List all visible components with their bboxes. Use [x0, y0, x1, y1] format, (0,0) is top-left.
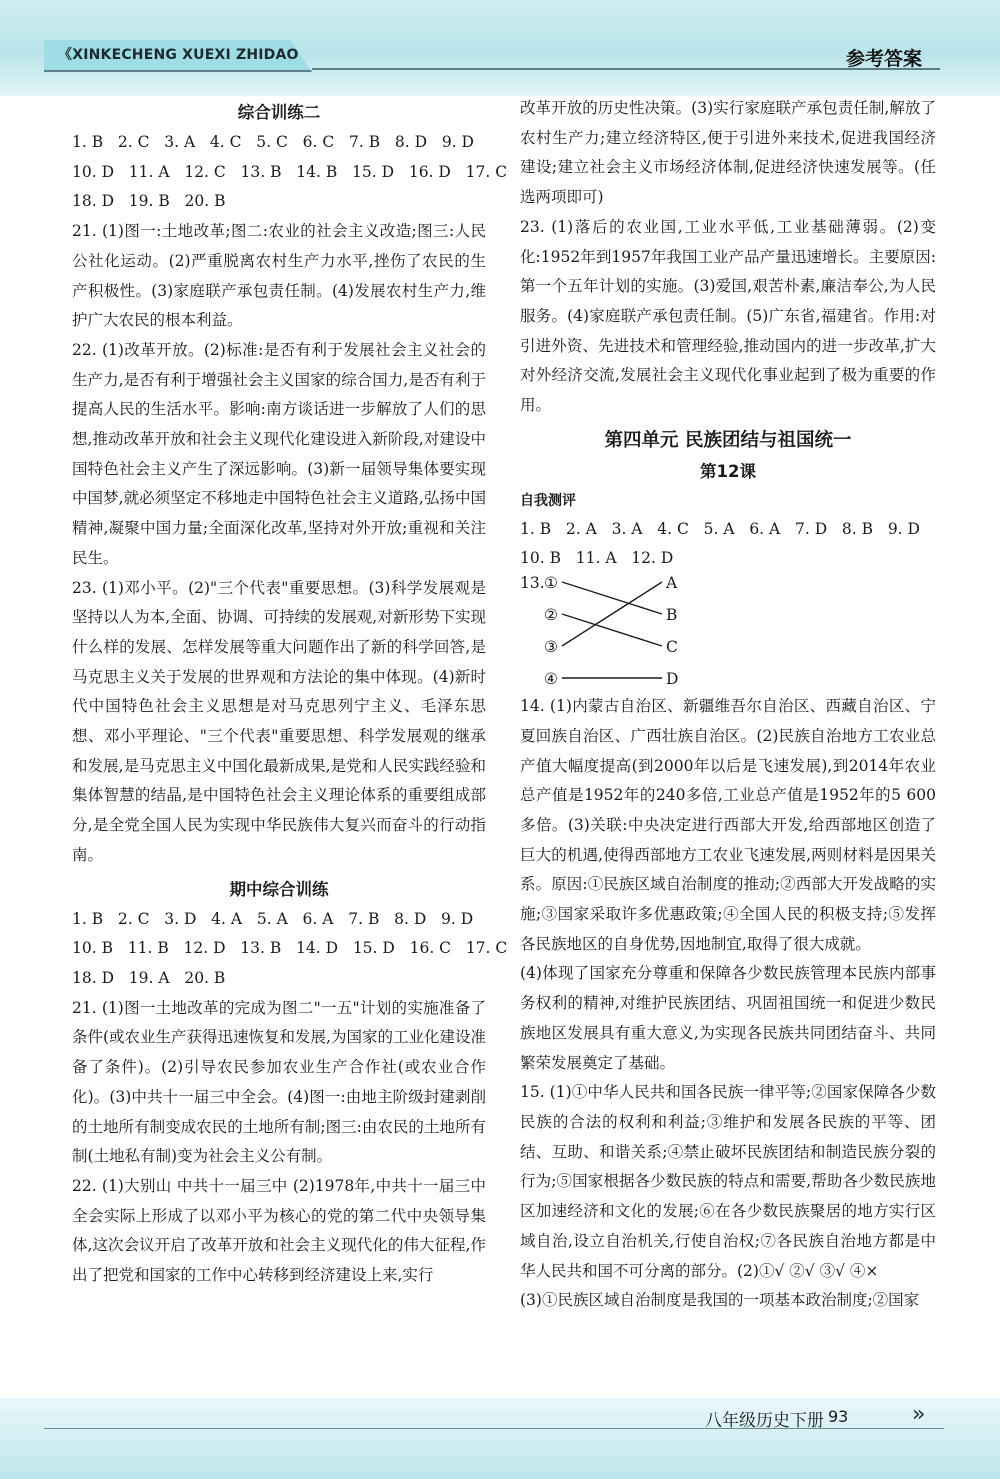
answer-paragraph: 23. (1)落后的农业国,工业水平低,工业基础薄弱。(2)变化:1952年到1957年我国工业产品产量迅速增长。主要原因:第一个五年计划的实施。(3)爱国,艰苦朴素,廉洁奉公,为人民服务。(4)家庭联产承包责任制。(5)广东省,福建省。作用:对引进外资、先进技术和管理经验,推动国内的进一步改革,扩大对外经济交流,发展社会主义现代化事业起到了极为重要的作用。 [520, 217, 936, 415]
series-title: 《XINKECHENG XUEXI ZHIDAO [58, 47, 299, 63]
answer-paragraph: 14. (1)内蒙古自治区、新疆维吾尔自治区、西藏自治区、宁夏回族自治区、广西壮族自治区。(2)民族自治地方工农业总产值大幅度提高(到2000年以后是飞速发展),到2014年农业总产值是1952年的240多倍,工业总产值是1952年的5 600多倍。(3)关联:中央决定进行西部大开发,给西部地区创造了巨大的机遇,使得西部地方工农业飞速发展,两则材料是因果关系。原因:①民族区域自治制度的推动;②西部大开发战略的实施;③国家采取许多优惠政策;④全国人民的积极支持;⑤发挥各民族地区的自身优势,因地制宜,取得了很大成就。 [520, 697, 936, 953]
answer-row: 10. B 11. A 12. D [520, 549, 674, 568]
page-number: 93 [828, 1407, 849, 1426]
answer-paragraph: (4)体现了国家充分尊重和保障各少数民族管理本民族内部事务权利的精神,对维护民族团结、巩固祖国统一和促进少数民族地区发展具有重大意义,为实现各民族共同团结奋斗、共同繁荣发展奠定了基础。 [520, 964, 936, 1072]
answer-row: 18. D 19. B 20. B [72, 192, 226, 211]
match-line-3-a [562, 582, 662, 646]
question-number: 13. [520, 574, 545, 593]
section-title: 期中综合训练 [229, 879, 329, 899]
match-line-1-b [562, 582, 662, 614]
answer-row: 1. B 2. C 3. D 4. A 5. A 6. A 7. B 8. D 9. D [72, 909, 474, 928]
answer-paragraph: 21. (1)图一土地改革的完成为图二"一五"计划的实施准备了条件(或农业生产获得迅速恢复和发展,为国家的工业化建设准备了条件)。(2)引导农民参加农业生产合作社(或农业合作化)。(3)中共十一届三中全会。(4)图一:由地主阶级封建剥削的土地所有制变成农民的土地所有制;图三:由农民的土地所有制(土地私有制)变为社会主义公有制。 [72, 998, 486, 1166]
answer-paragraph: 改革开放的历史性决策。(3)实行家庭联产承包责任制,解放了农村生产力;建立经济特区,便于引进外来技术,促进我国经济建设;建立社会主义市场经济体制,促进经济快速发展等。(任选两项即可) [520, 99, 936, 207]
answer-row: 1. B 2. A 3. A 4. C 5. A 6. A 7. D 8. B 9. D [520, 519, 920, 538]
answer-row: 10. D 11. A 12. C 13. B 14. B 15. D 16. D 17. C [72, 162, 508, 181]
right-column [520, 94, 936, 1316]
answer-paragraph: 22. (1)改革开放。(2)标准:是否有利于发展社会主义社会的生产力,是否有利于增强社会主义国家的综合国力,是否有利于提高人民的生活水平。影响:南方谈话进一步解放了人们的思想,推动改革开放和社会主义现代化建设进入新阶段,对建设中国特色社会主义产生了深远影响。(3)新一届领导集体要实现中国梦,就必须坚定不移地走中国特色社会主义道路,弘扬中国精神,凝聚中国力量;全面深化改革,坚持对外开放;重视和关注民生。 [72, 340, 486, 567]
next-page-arrow-icon: » [912, 1402, 926, 1427]
answer-paragraph: 21. (1)图一:土地改革;图二:农业的社会主义改造;图三:人民公社化运动。(2)严重脱离农村生产力水平,挫伤了农民的生产积极性。(3)家庭联产承包责任制。(4)发展农村生产力,维护广大农民的根本利益。 [72, 222, 486, 330]
footer-band [0, 1398, 1000, 1479]
section-title: 综合训练二 [237, 103, 321, 122]
answer-key-title: 参考答案 [846, 48, 923, 70]
answer-row: 1. B 2. C 3. A 4. C 5. C 6. C 7. B 8. D 9. D [72, 133, 474, 151]
match-left-item: ① [544, 574, 558, 593]
answer-row: 18. D 19. A 20. B [72, 968, 226, 987]
answer-paragraph: 23. (1)邓小平。(2)"三个代表"重要思想。(3)科学发展观是坚持以人为本,全面、协调、可持续的发展观,对新形势下实现什么样的发展、怎样发展等重大问题作出了新的科学回答,是马克思主义关于发展的世界观和方法论的集中体现。(4)新时代中国特色社会主义思想是对马克思列宁主义、毛泽东思想、邓小平理论、"三个代表"重要思想、科学发展观的继承和发展,是马克思主义中国化最新成果,是党和人民实践经验和集体智慧的结晶,是中国特色社会主义理论体系的重要组成部分,是全党全国人民为实现中华民族伟大复兴而奋斗的行动指南。 [72, 578, 486, 864]
match-left-item: ④ [544, 670, 558, 689]
match-right-item: C [666, 638, 678, 657]
answer-paragraph: 22. (1)大别山 中共十一届三中 (2)1978年,中共十一届三中全会实际上形成了以邓小平为核心的党的第二代中央领导集体,这次会议开启了改革开放和社会主义现代化的伟大征程,作出了把党和国家的工作中心转移到经济建设上来,实行 [72, 1176, 486, 1285]
match-line-2-c [562, 614, 662, 646]
match-left-item: ② [544, 606, 558, 625]
left-column [72, 94, 508, 1291]
match-right-item: A [666, 574, 678, 593]
answer-paragraph: 15. (1)①中华人民共和国各民族一律平等;②国家保障各少数民族的合法的权利和利益;③维护和发展各民族的平等、团结、互助、和谐关系;④禁止破坏民族团结和制造民族分裂的行为;⑤国家根据各少数民族的特点和需要,帮助各少数民族地区加速经济和文化的发展;⑥在各少数民族聚居的地方实行区域自治,设立自治机关,行使自治权;⑦各民族自治地方都是中华人民共和国不可分离的部分。(2)①√ ②√ ③√ ④× [520, 1083, 936, 1280]
self-test-heading: 自我测评 [520, 492, 576, 509]
matching-diagram [520, 574, 936, 692]
match-right-item: D [666, 670, 679, 689]
answer-paragraph: (3)①民族区域自治制度是我国的一项基本政治制度;②国家 [520, 1291, 920, 1310]
answer-row: 10. B 11. B 12. D 13. B 14. D 15. D 16. C 17. C [72, 939, 508, 958]
book-title: 八年级历史下册 [705, 1411, 824, 1431]
unit-title: 第四单元 民族团结与祖国统一 [604, 429, 852, 451]
matching-lines [520, 574, 936, 692]
match-left-item: ③ [544, 638, 558, 657]
lesson-title: 第12课 [700, 461, 756, 481]
match-right-item: B [666, 606, 678, 625]
